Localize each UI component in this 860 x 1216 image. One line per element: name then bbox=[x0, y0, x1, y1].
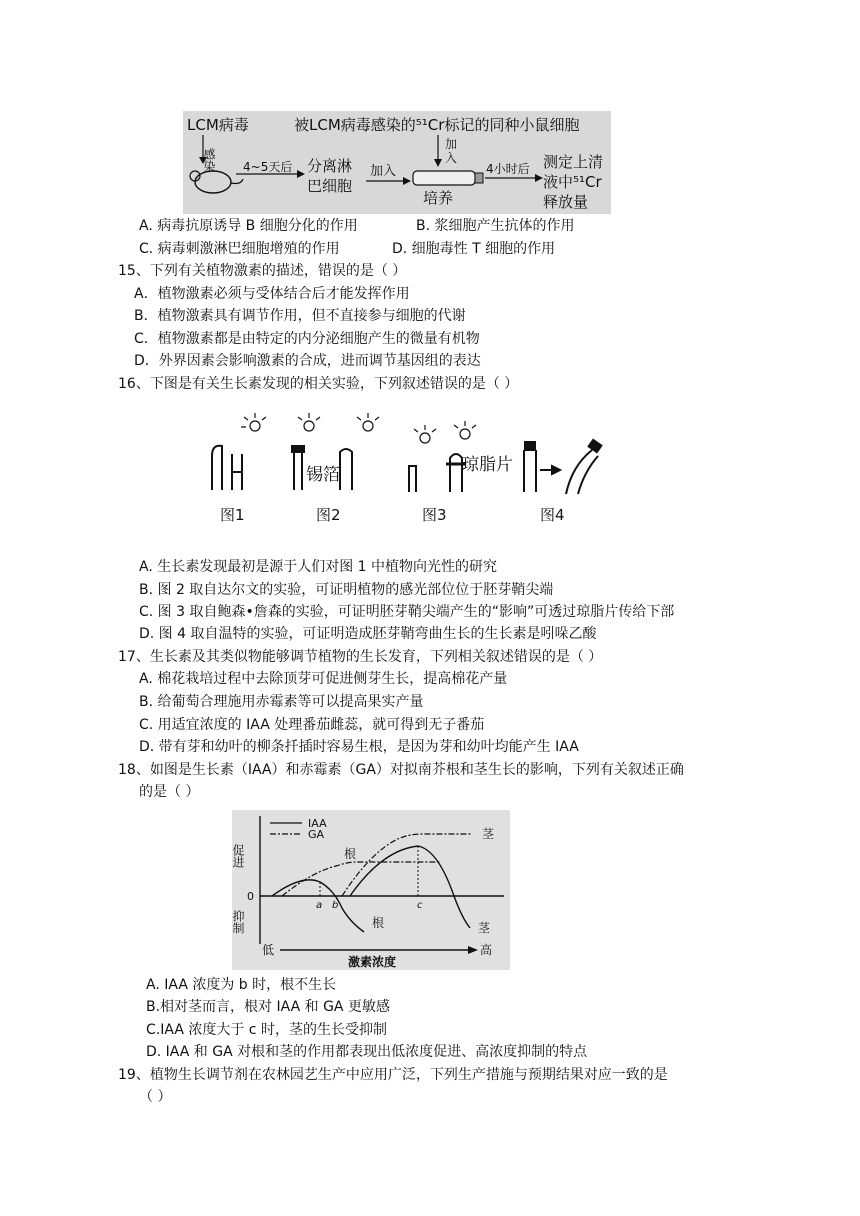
q15-option-b: B．植物激素具有调节作用，但不直接参与细胞的代谢 bbox=[134, 308, 466, 324]
label-foil: 锡箔 bbox=[306, 465, 340, 485]
label-lcm-virus: LCM病毒 bbox=[187, 116, 249, 134]
label-separate-2: 巴细胞 bbox=[307, 177, 353, 195]
q16-option-a: A. 生长素发现最初是源于人们对图 1 中植物向光性的研究 bbox=[139, 559, 498, 575]
q16-option-c: C. 图 3 取自鲍森•詹森的实验，可证明胚芽鞘尖端产生的“影响”可透过琼脂片传给下部 bbox=[139, 604, 675, 620]
ylabel-inhibit: 抑制 bbox=[232, 910, 245, 934]
label-root-upper: 根 bbox=[344, 847, 357, 861]
label-fig3: 图3 bbox=[422, 506, 447, 524]
q15-stem: 15、下列有关植物激素的描述，错误的是（ ） bbox=[118, 263, 407, 279]
label-measure-3: 释放量 bbox=[543, 193, 589, 211]
q15-option-d: D．外界因素会影响激素的合成，进而调节基因组的表达 bbox=[134, 353, 481, 369]
q15-option-c: C．植物激素都是由特定的内分泌细胞产生的微量有机物 bbox=[134, 331, 480, 347]
label-agar: 琼脂片 bbox=[462, 455, 513, 475]
mouse-icon bbox=[190, 171, 243, 193]
q16-option-b: B. 图 2 取自达尔文的实验，可证明植物的感光部位位于胚芽鞘尖端 bbox=[139, 582, 554, 598]
q18-option-c: C.IAA 浓度大于 c 时，茎的生长受抑制 bbox=[146, 1022, 387, 1038]
q14-option-d: D. 细胞毒性 T 细胞的作用 bbox=[392, 241, 556, 257]
q19-stem-line2: （ ） bbox=[139, 1089, 172, 1105]
q18-option-a: A. IAA 浓度为 b 时，根不生长 bbox=[146, 977, 337, 993]
label-infected-cells: 被LCM病毒感染的⁵¹Cr标记的同种小鼠细胞 bbox=[294, 116, 580, 134]
q14-option-b: B. 浆细胞产生抗体的作用 bbox=[416, 218, 575, 234]
auxin-experiments-figure bbox=[200, 410, 620, 530]
q18-stem-line2: 的是（ ） bbox=[139, 784, 200, 800]
q17-option-d: D. 带有芽和幼叶的柳条扦插时容易生根，是因为芽和幼叶均能产生 IAA bbox=[139, 739, 579, 755]
label-root-lower: 根 bbox=[372, 916, 385, 930]
label-measure-2: 液中⁵¹Cr bbox=[543, 173, 602, 191]
q18-option-b: B.相对茎而言，根对 IAA 和 GA 更敏感 bbox=[146, 999, 390, 1015]
q14-option-c: C. 病毒刺激淋巴细胞增殖的作用 bbox=[139, 241, 340, 257]
q17-option-c: C. 用适宜浓度的 IAA 处理番茄雌蕊，就可得到无子番茄 bbox=[139, 717, 485, 733]
label-zero: 0 bbox=[247, 890, 254, 903]
label-a: a bbox=[316, 900, 323, 911]
label-low: 低 bbox=[262, 943, 275, 957]
q18-option-d: D. IAA 和 GA 对根和茎的作用都表现出低浓度促进、高浓度抑制的特点 bbox=[146, 1044, 588, 1060]
ylabel-promote: 促进 bbox=[232, 844, 245, 868]
label-measure-1: 测定上清 bbox=[543, 153, 604, 171]
label-stem-upper: 茎 bbox=[482, 827, 495, 841]
label-fig2: 图2 bbox=[316, 506, 341, 524]
q17-stem: 17、生长素及其类似物能够调节植物的生长发育，下列相关叙述错误的是（ ） bbox=[118, 649, 603, 665]
label-add-1: 加入 bbox=[370, 164, 397, 179]
q17-option-a: A. 棉花栽培过程中去除顶芽可促进侧芽生长，提高棉花产量 bbox=[139, 671, 508, 687]
label-separate-1: 分离淋 bbox=[307, 157, 353, 175]
label-c: c bbox=[417, 900, 423, 911]
label-stem-lower: 茎 bbox=[478, 921, 491, 935]
label-fig4: 图4 bbox=[540, 506, 565, 524]
label-add-2a: 加 bbox=[445, 137, 458, 151]
light-source-icons bbox=[241, 413, 476, 443]
q18-stem-line1: 18、如图是生长素（IAA）和赤霉素（GA）对拟南芥根和茎生长的影响，下列有关叙述正确 bbox=[118, 762, 684, 778]
label-days: 4~5天后 bbox=[243, 160, 293, 174]
test-tube-icon bbox=[413, 171, 483, 185]
label-fig1: 图1 bbox=[220, 506, 245, 524]
label-b: b bbox=[332, 900, 339, 911]
q15-option-a: A．植物激素必须与受体结合后才能发挥作用 bbox=[134, 286, 410, 302]
label-high: 高 bbox=[480, 943, 493, 957]
q16-stem: 16、下图是有关生长素发现的相关实验，下列叙述错误的是（ ） bbox=[118, 376, 519, 392]
q19-stem-line1: 19、植物生长调节剂在农林园艺生产中应用广泛，下列生产措施与预期结果对应一致的是 bbox=[118, 1067, 668, 1083]
label-culture: 培养 bbox=[423, 189, 454, 207]
q14-option-a: A. 病毒抗原诱导 B 细胞分化的作用 bbox=[139, 218, 358, 234]
q16-option-d: D. 图 4 取自温特的实验，可证明造成胚芽鞘弯曲生长的生长素是吲哚乙酸 bbox=[139, 626, 597, 642]
legend-ga: GA bbox=[308, 828, 325, 841]
legend-iaa: IAA bbox=[308, 817, 327, 830]
label-add-2b: 入 bbox=[445, 151, 458, 165]
xlabel-concentration: 激素浓度 bbox=[348, 955, 397, 969]
q17-option-b: B. 给葡萄合理施用赤霉素等可以提高果实产量 bbox=[139, 694, 424, 710]
label-hours: 4小时后 bbox=[486, 162, 530, 176]
label-infect: 感染 bbox=[202, 148, 216, 172]
lcm-virus-figure bbox=[183, 111, 611, 214]
iaa-ga-graph bbox=[232, 810, 510, 970]
